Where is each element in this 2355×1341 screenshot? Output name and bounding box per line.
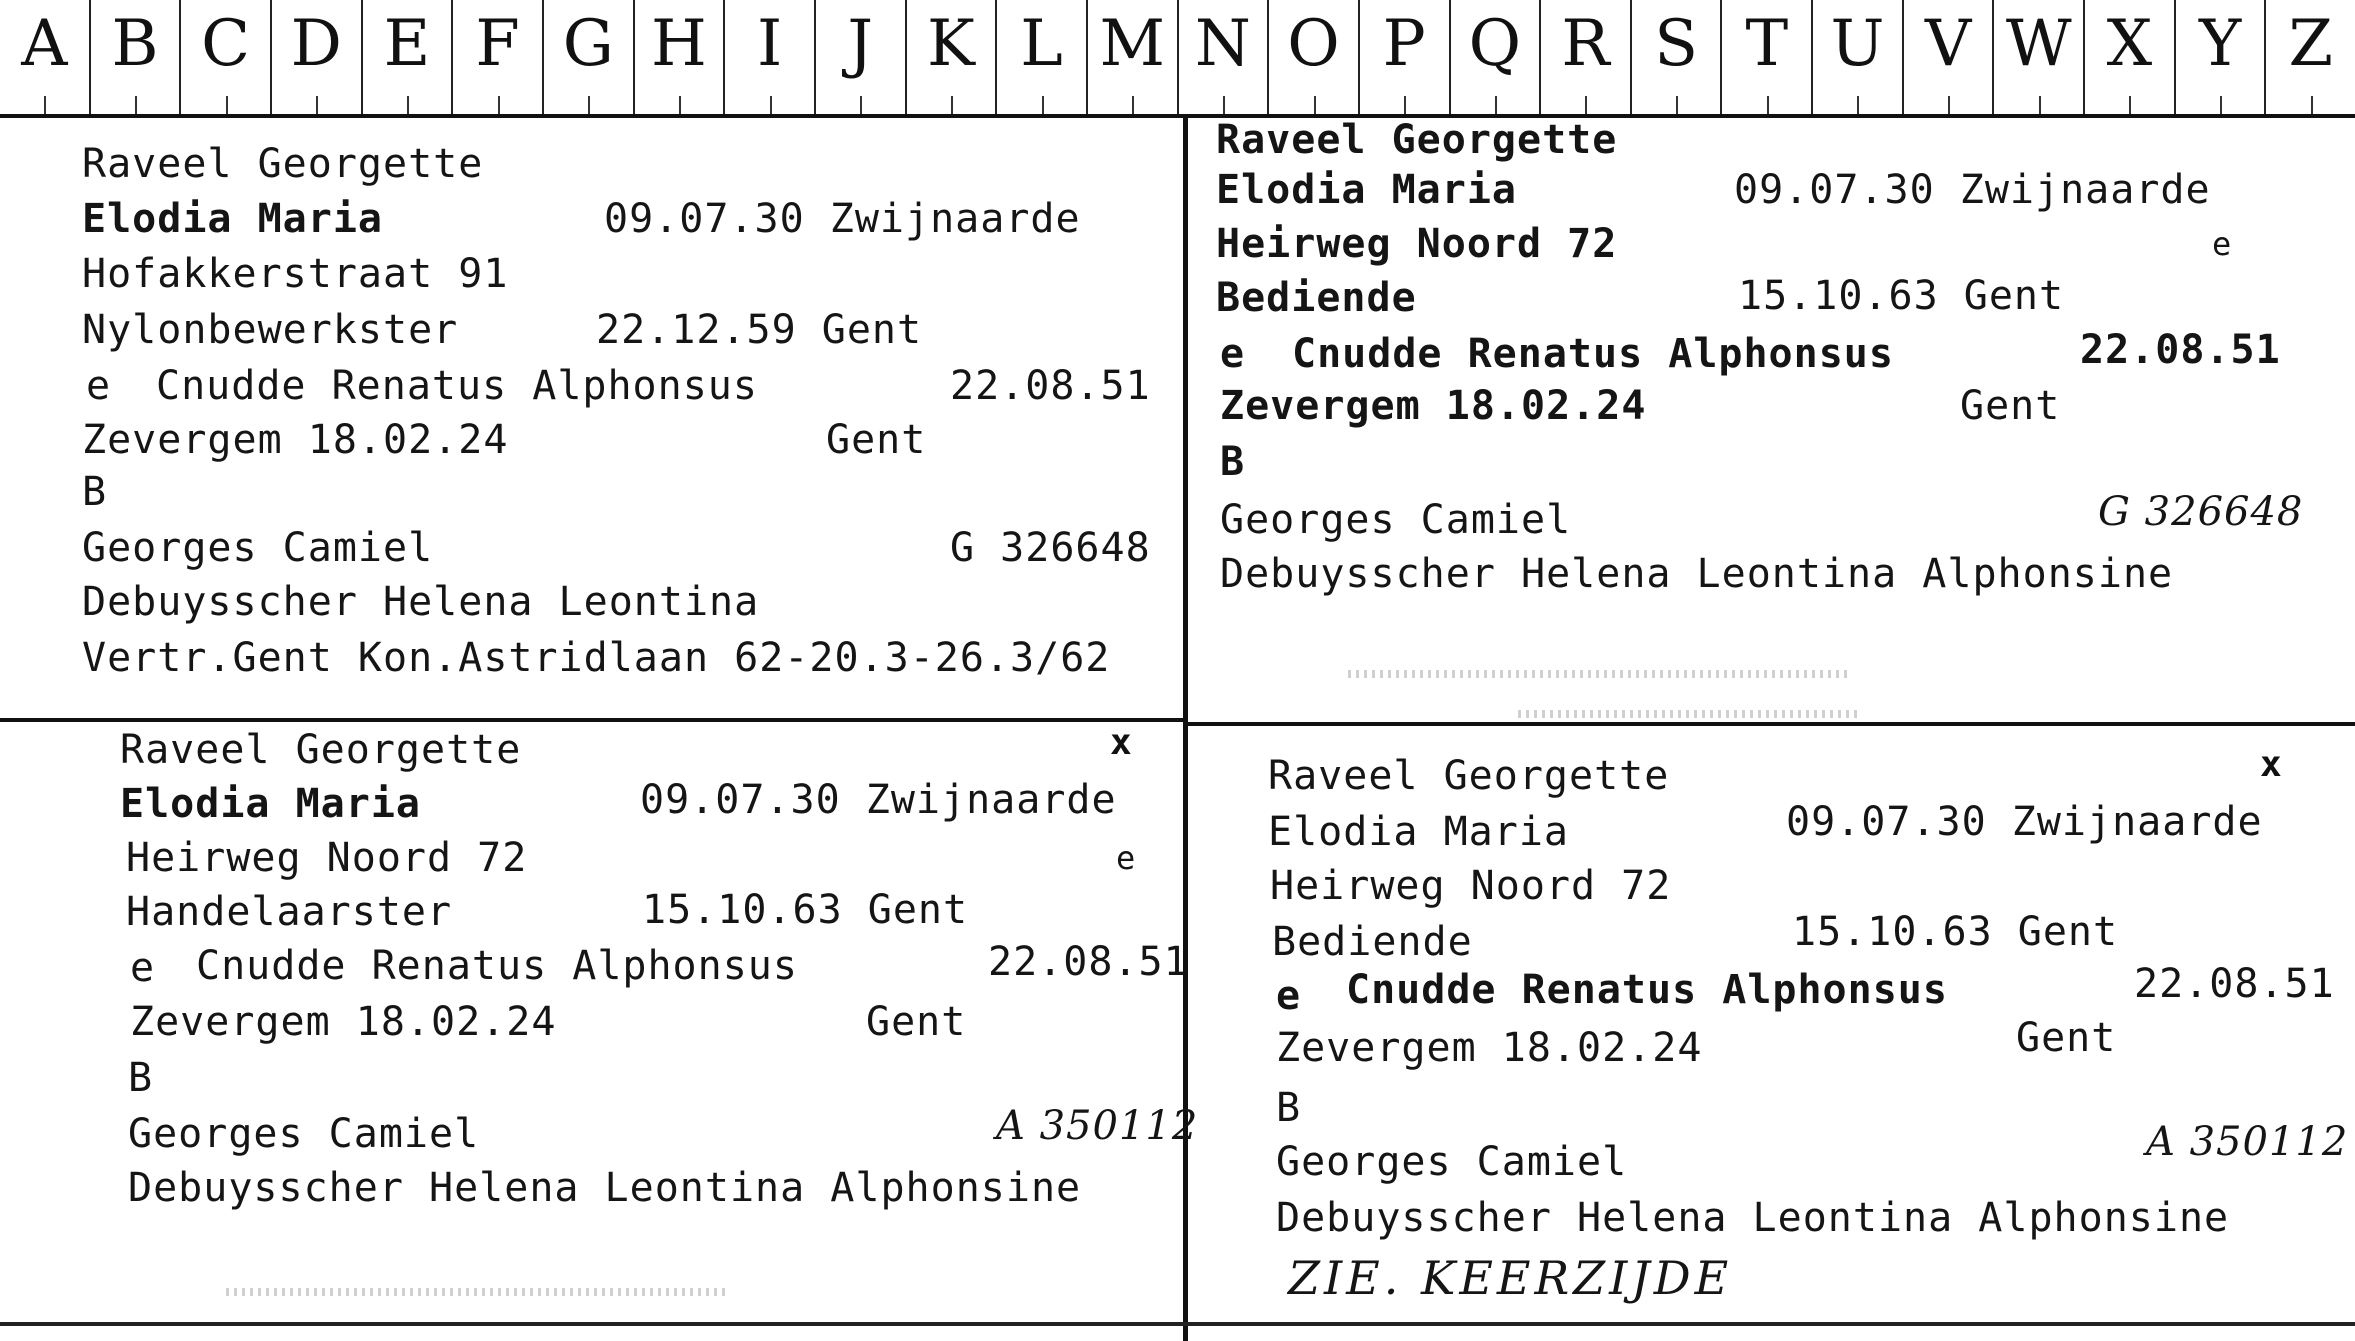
given-names: Elodia Maria	[120, 781, 421, 827]
marriage-city: Gent	[866, 999, 967, 1045]
alphabet-tab-k: K	[907, 0, 998, 114]
father-name: Georges Camiel	[128, 1111, 480, 1157]
address: Hofakkerstraat 91	[82, 251, 509, 297]
father-name: Georges Camiel	[82, 525, 434, 571]
occupation: Bediende	[1216, 275, 1417, 321]
card-top-left	[0, 118, 1183, 718]
marriage-date: 22.08.51	[2080, 327, 2281, 373]
spouse-name: Cnudde Renatus Alphonsus	[1292, 331, 1894, 377]
address: Heirweg Noord 72	[126, 835, 528, 881]
marker-x: x	[1110, 722, 1132, 763]
birth-date-place: 09.07.30 Zwijnaarde	[1734, 167, 2211, 213]
alphabet-tab-c: C	[181, 0, 272, 114]
alphabet-tab-f: F	[453, 0, 544, 114]
category-letter: B	[1220, 439, 1246, 485]
stamp-smudge	[226, 1288, 726, 1296]
category-letter: B	[82, 469, 108, 515]
father-name: Georges Camiel	[1276, 1139, 1628, 1185]
alphabet-tab-h: H	[635, 0, 726, 114]
occupation-date: 15.10.63 Gent	[1792, 909, 2119, 955]
address: Heirweg Noord 72	[1270, 863, 1672, 909]
alphabet-tab-b: B	[91, 0, 182, 114]
stamp-smudge	[1518, 710, 1858, 718]
alphabet-tab-g: G	[544, 0, 635, 114]
alphabet-tab-y: Y	[2176, 0, 2267, 114]
card-top-right	[1188, 118, 2355, 722]
alphabet-tab-r: R	[1541, 0, 1632, 114]
occupation: Nylonbewerkster	[82, 307, 459, 353]
alphabet-tab-m: M	[1088, 0, 1179, 114]
alphabet-index-strip	[0, 0, 2355, 118]
alphabet-tab-e: E	[363, 0, 454, 114]
given-names: Elodia Maria	[1216, 167, 1517, 213]
marriage-city: Gent	[826, 417, 927, 463]
spouse-name: Cnudde Renatus Alphonsus	[1346, 967, 1948, 1013]
handwritten-note: ZIE. KEERZIJDE	[1288, 1251, 1733, 1305]
alphabet-tab-o: O	[1269, 0, 1360, 114]
marriage-city: Gent	[1960, 383, 2061, 429]
stamp-smudge	[1348, 670, 1848, 678]
spouse-prefix: e	[130, 945, 156, 991]
occupation: Bediende	[1272, 919, 1473, 965]
alphabet-tab-i: I	[725, 0, 816, 114]
alphabet-tab-z: Z	[2266, 0, 2355, 114]
mother-name: Debuysscher Helena Leontina Alphonsine	[128, 1165, 1082, 1211]
alphabet-tab-w: W	[1994, 0, 2085, 114]
surname-line: Raveel Georgette	[1216, 117, 1618, 163]
birth-date-place: 09.07.30 Zwijnaarde	[640, 777, 1117, 823]
marker-x: x	[2260, 744, 2282, 785]
spouse-prefix: e	[1220, 331, 1246, 377]
mother-name: Debuysscher Helena Leontina	[82, 579, 760, 625]
record-number-handwritten: G 326648	[2098, 489, 2304, 535]
marriage-date: 22.08.51	[2134, 961, 2335, 1007]
record-number: G 326648	[950, 525, 1151, 571]
mother-name: Debuysscher Helena Leontina Alphonsine	[1276, 1195, 2230, 1241]
alphabet-tab-d: D	[272, 0, 363, 114]
alphabet-tab-j: J	[816, 0, 907, 114]
marriage-date: 22.08.51	[988, 939, 1189, 985]
surname-line: Raveel Georgette	[82, 141, 484, 187]
alphabet-tab-s: S	[1632, 0, 1723, 114]
bottom-edge-line	[0, 1322, 2355, 1326]
surname-line: Raveel Georgette	[120, 727, 522, 773]
spouse-birth: Zevergem 18.02.24	[130, 999, 557, 1045]
occupation-date: 15.10.63 Gent	[642, 887, 969, 933]
alphabet-tab-l: L	[997, 0, 1088, 114]
alphabet-tab-x: X	[2085, 0, 2176, 114]
occupation: Handelaarster	[126, 889, 453, 935]
mother-name: Debuysscher Helena Leontina Alphonsine	[1220, 551, 2174, 597]
alphabet-tab-t: T	[1722, 0, 1813, 114]
category-letter: B	[1276, 1085, 1302, 1131]
marriage-city: Gent	[2016, 1015, 2117, 1061]
record-number: A 350112	[996, 1103, 1199, 1149]
given-names: Elodia Maria	[82, 196, 383, 242]
occupation-date: 15.10.63 Gent	[1738, 273, 2065, 319]
occupation-date: 22.12.59 Gent	[596, 307, 923, 353]
spouse-birth: Zevergem 18.02.24	[82, 417, 509, 463]
spouse-name: Cnudde Renatus Alphonsus	[156, 363, 758, 409]
alphabet-tab-u: U	[1813, 0, 1904, 114]
alphabet-tab-a: A	[0, 0, 91, 114]
birth-date-place: 09.07.30 Zwijnaarde	[1786, 799, 2263, 845]
category-letter: B	[128, 1055, 154, 1101]
margin-mark: e	[1116, 839, 1137, 877]
departure-note: Vertr.Gent Kon.Astridlaan 62-20.3-26.3/62	[82, 635, 1111, 681]
alphabet-tab-v: V	[1904, 0, 1995, 114]
birth-date-place: 09.07.30 Zwijnaarde	[604, 196, 1081, 242]
spouse-prefix: e	[1276, 973, 1302, 1019]
spouse-name: Cnudde Renatus Alphonsus	[196, 943, 798, 989]
spouse-prefix: e	[86, 363, 112, 409]
alphabet-tab-p: P	[1360, 0, 1451, 114]
address: Heirweg Noord 72	[1216, 221, 1618, 267]
alphabet-tab-q: Q	[1451, 0, 1542, 114]
margin-mark: e	[2212, 225, 2233, 263]
record-number: A 350112	[2146, 1119, 2349, 1165]
alphabet-tab-n: N	[1179, 0, 1270, 114]
surname-line: Raveel Georgette	[1268, 753, 1670, 799]
given-names: Elodia Maria	[1268, 809, 1569, 855]
marriage-date: 22.08.51	[950, 363, 1151, 409]
father-name: Georges Camiel	[1220, 497, 1572, 543]
spouse-birth: Zevergem 18.02.24	[1276, 1025, 1703, 1071]
spouse-birth: Zevergem 18.02.24	[1220, 383, 1647, 429]
card-bottom-right	[1188, 726, 2355, 1322]
card-bottom-left	[0, 722, 1199, 1322]
